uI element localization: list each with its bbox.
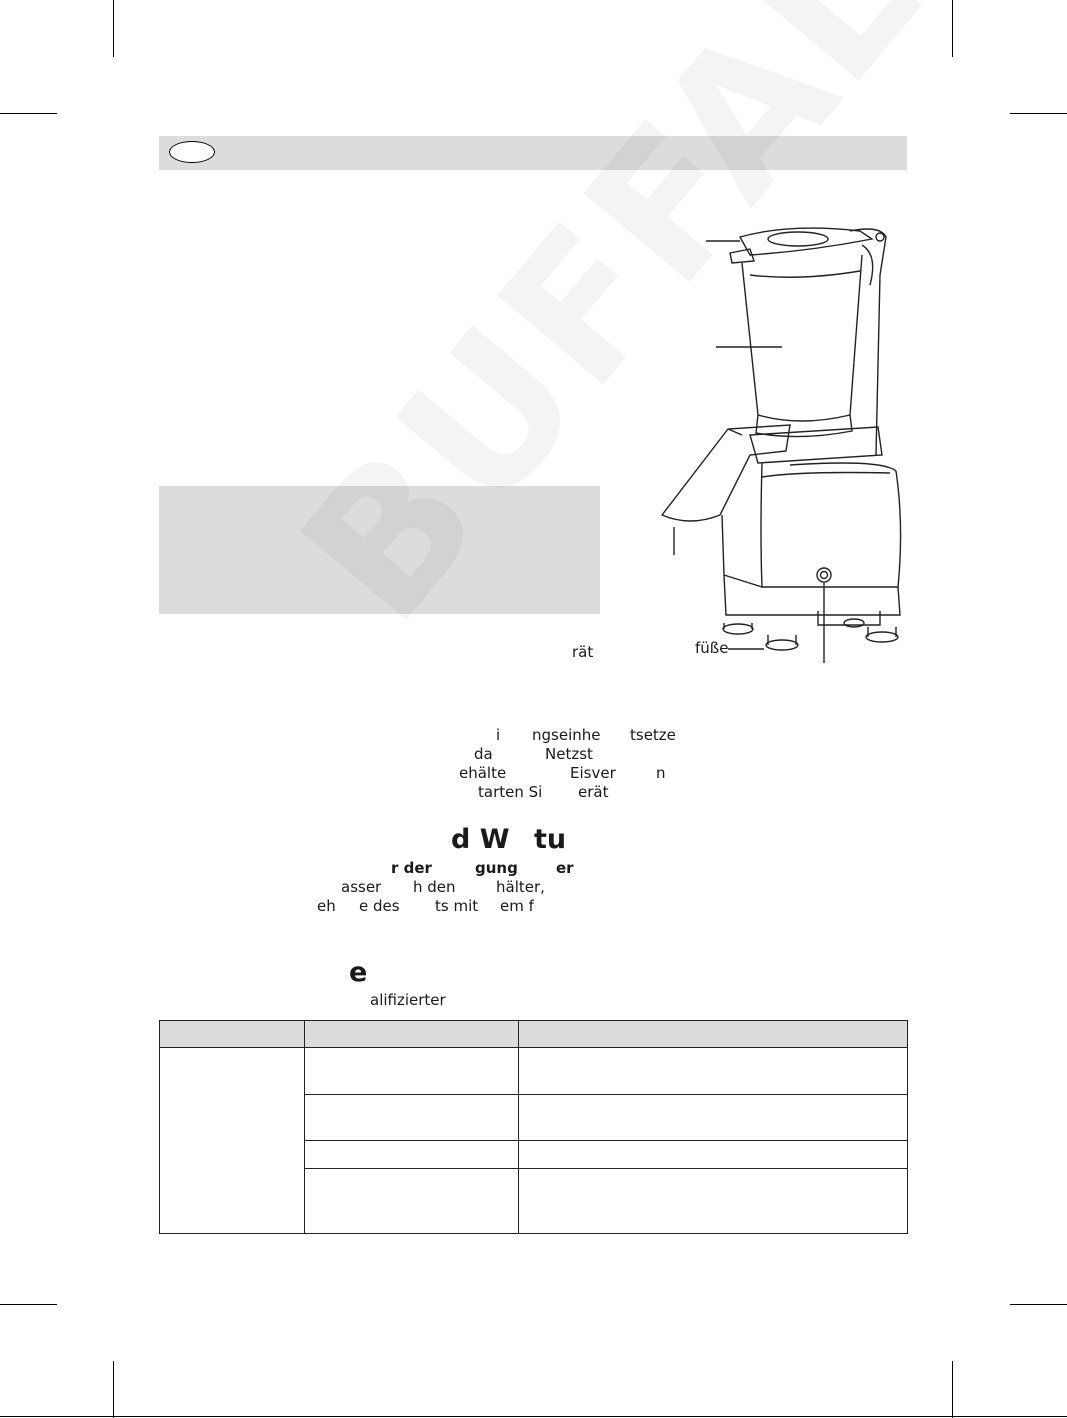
table-cell — [160, 1048, 305, 1234]
text-fragment: alifizierter — [370, 991, 446, 1009]
crop-mark — [0, 1304, 57, 1305]
text-fragment: asser — [341, 878, 382, 896]
table-cell — [518, 1169, 907, 1234]
table-cell — [518, 1048, 907, 1095]
text-fragment: Netzst — [545, 745, 593, 763]
text-fragment: tarten Si — [478, 783, 543, 801]
table-header-row — [160, 1021, 908, 1048]
crop-mark — [1010, 113, 1067, 114]
crop-mark — [1010, 1304, 1067, 1305]
text-fragment: r der — [391, 859, 432, 877]
table-header-cell — [518, 1021, 907, 1048]
text-fragment: e des — [359, 897, 400, 915]
text-fragment: gung — [475, 859, 518, 877]
crop-mark — [113, 1361, 114, 1418]
text-fragment: eh — [317, 897, 336, 915]
table-header-cell — [304, 1021, 518, 1048]
text-fragment: hälter, — [496, 878, 545, 896]
table-cell — [304, 1048, 518, 1095]
crop-mark — [952, 1361, 953, 1418]
crop-mark — [0, 113, 57, 114]
label-feet: füße — [695, 639, 729, 657]
blender-illustration — [650, 215, 910, 675]
text-fragment: i — [496, 726, 501, 744]
text-fragment: ts mit — [435, 897, 479, 915]
table-cell — [304, 1169, 518, 1234]
language-header-bar — [159, 136, 907, 170]
table-cell — [304, 1095, 518, 1141]
text-fragment: n — [656, 764, 666, 782]
section-heading: tu — [534, 824, 567, 855]
text-fragment: Eisver — [570, 764, 616, 782]
language-badge — [169, 141, 215, 163]
table-cell — [304, 1141, 518, 1169]
table-cell — [518, 1095, 907, 1141]
text-fragment: rät — [572, 643, 594, 661]
text-fragment: em f — [500, 897, 534, 915]
text-fragment: ngseinhe — [532, 726, 601, 744]
section-heading: d W — [451, 824, 510, 855]
text-fragment: erät — [578, 783, 609, 801]
text-fragment: da — [474, 745, 493, 763]
crop-mark — [952, 0, 953, 57]
table-cell — [518, 1141, 907, 1169]
note-box — [159, 486, 600, 614]
table-header-cell — [160, 1021, 305, 1048]
section-heading: e — [349, 957, 368, 988]
text-fragment: tsetze — [630, 726, 676, 744]
table-row — [160, 1048, 908, 1095]
crop-mark — [113, 0, 114, 57]
text-fragment: h den — [413, 878, 456, 896]
troubleshooting-table — [159, 1020, 908, 1234]
text-fragment: er — [556, 859, 574, 877]
page-bottom-rule — [0, 1416, 1067, 1417]
text-fragment: ehälte — [459, 764, 507, 782]
